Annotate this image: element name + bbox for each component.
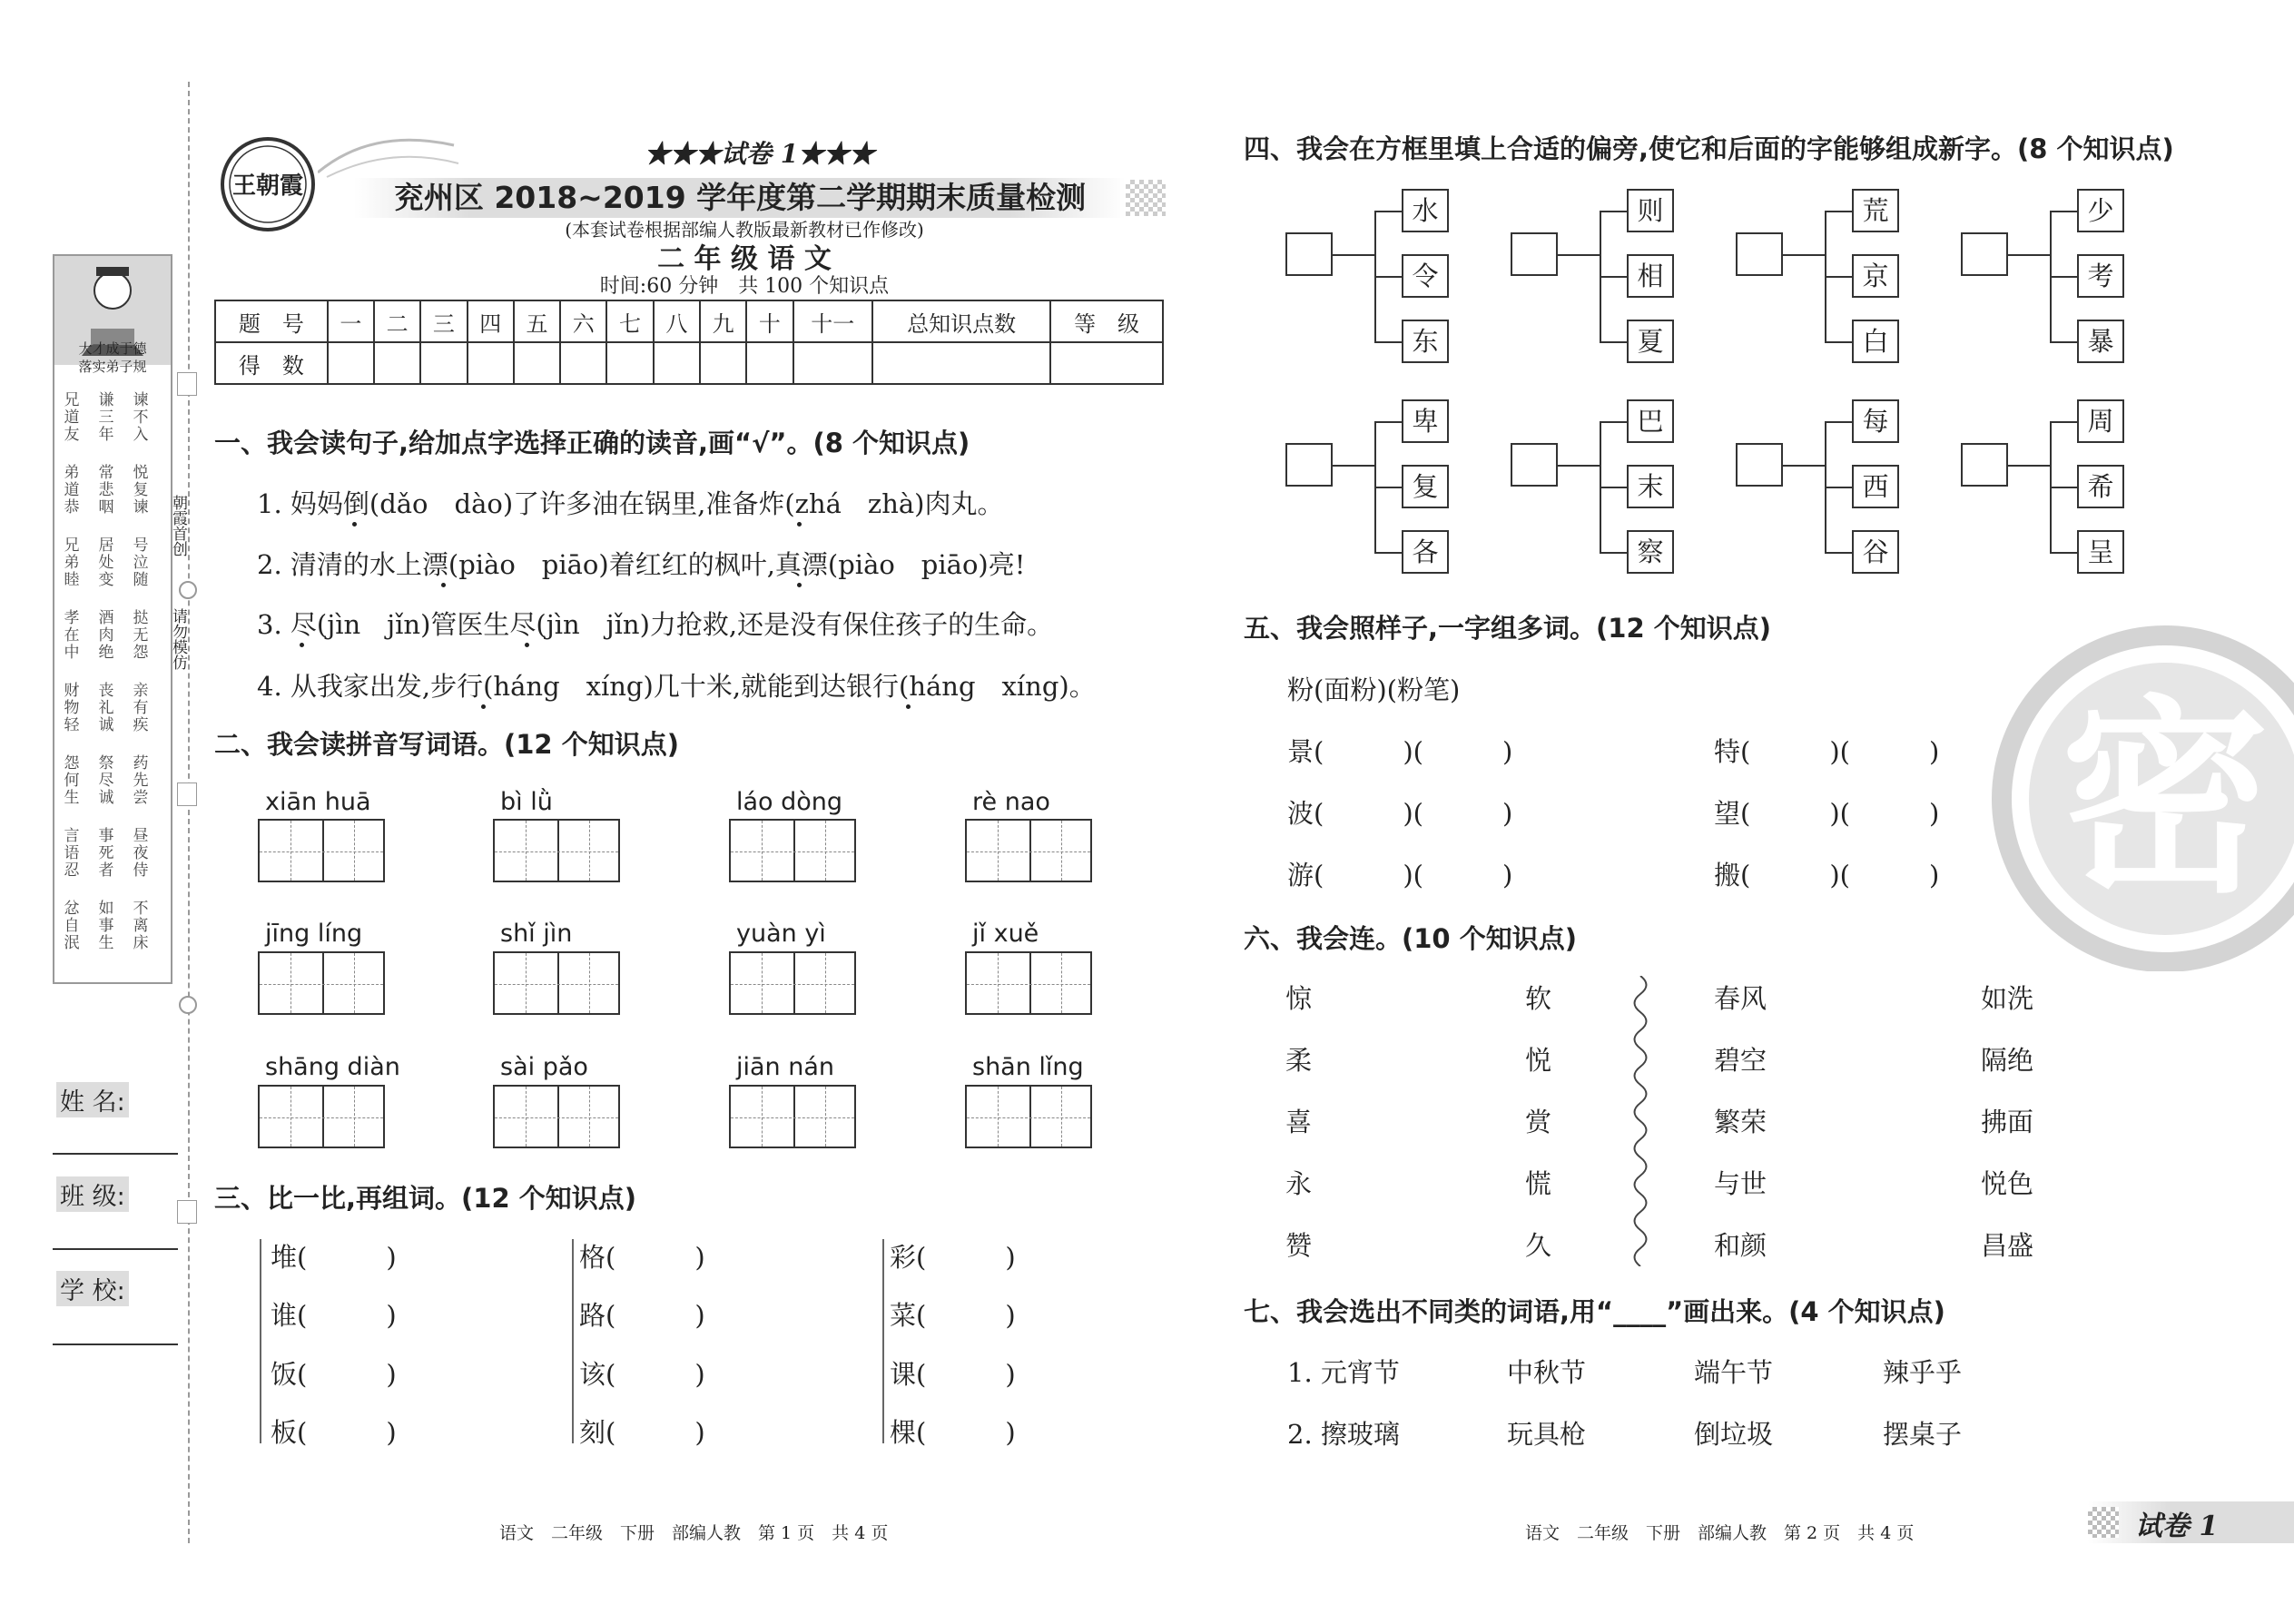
match-word[interactable]: 碧空 (1714, 1045, 1767, 1076)
rules-column: 酒肉绝 (98, 609, 114, 662)
tree-leaf-line (1825, 341, 1852, 343)
pinyin-label: shāng diàn (265, 1053, 400, 1081)
radical-input-box[interactable] (1736, 443, 1783, 487)
score-input-cell[interactable] (514, 342, 560, 384)
paper-badge: ★★★试卷 1★★★ (645, 139, 875, 169)
match-word[interactable]: 永 (1285, 1168, 1313, 1199)
wavy-divider (1627, 976, 1654, 1270)
section-2-heading: 二、我会读拼音写词语。(12 个知识点) (214, 729, 679, 760)
section-7-heading: 七、我会选出不同类的词语,用“____”画出来。(4 个知识点) (1244, 1296, 1945, 1327)
score-table-score-row (215, 342, 1163, 384)
score-table-header-row (215, 300, 1163, 342)
match-word[interactable]: 拂面 (1981, 1107, 2034, 1137)
match-word[interactable]: 赞 (1285, 1230, 1313, 1261)
binding-dashed-line (188, 82, 190, 1543)
match-word[interactable]: 慌 (1525, 1168, 1552, 1199)
character-box: 察 (1627, 530, 1674, 574)
pinyin-label: shān lǐng (972, 1053, 1084, 1081)
binding-mark (177, 372, 197, 396)
tree-leaf-line (2050, 341, 2077, 343)
subject-title: 二 年 级 语 文 (657, 243, 832, 275)
score-header-cell: 七 (606, 300, 653, 342)
tree-leaf-line (1374, 552, 1402, 554)
match-word[interactable]: 如洗 (1981, 983, 2034, 1014)
s5-example: 粉(面粉)(粉笔) (1287, 674, 1461, 705)
rules-column: 谦三年 (98, 391, 114, 444)
emphasis-dot (797, 583, 802, 587)
tree-leaf-line (2050, 487, 2077, 488)
binding-hole (179, 996, 197, 1014)
writing-box[interactable] (965, 951, 1092, 1015)
match-word[interactable]: 喜 (1285, 1107, 1313, 1137)
tree-leaf-line (1374, 341, 1402, 343)
tree-leaf-line (1600, 211, 1627, 212)
rules-column: 不离床 (133, 900, 149, 952)
match-word[interactable]: 和颜 (1714, 1230, 1767, 1261)
tree-branch-line (1333, 254, 1374, 256)
tree-leaf-line (1825, 421, 1852, 423)
footer-right: 语文 二年级 下册 部编人教 第 2 页 共 4 页 (1525, 1523, 1915, 1543)
tree-branch-line (1783, 465, 1825, 467)
school-field[interactable] (53, 1343, 178, 1345)
pinyin-label: sài pǎo (500, 1053, 588, 1081)
logo-text: 王朝霞 (231, 172, 303, 200)
tree-leaf-line (1374, 276, 1402, 278)
s1-item-2: 2. 清清的水上漂(piào piāo)着红红的枫叶,真漂(piào piāo)亮! (257, 549, 1026, 580)
pinyin-label: yuàn yì (736, 920, 826, 948)
pinyin-label: xiān huā (265, 788, 371, 816)
character-box: 暴 (2077, 320, 2124, 363)
s1-item-3: 3. 尽(jìn jǐn)管医生尽(jìn jǐn)力抢救,还是没有保住孩子的生命。 (257, 609, 1054, 640)
match-word[interactable]: 惊 (1285, 983, 1313, 1014)
tree-leaf-line (1825, 552, 1852, 554)
pinyin-label: shǐ jìn (500, 920, 573, 948)
binding-mark (177, 1200, 197, 1224)
character-box: 巴 (1627, 399, 1674, 443)
compare-word[interactable]: 该( ) (579, 1359, 705, 1390)
tree-leaf-line (1374, 487, 1402, 488)
watermark-text: 密 (2060, 676, 2269, 921)
pinyin-label: jiān nán (736, 1053, 835, 1081)
score-header-cell: 九 (700, 300, 746, 342)
writing-box[interactable] (258, 819, 385, 882)
section-3-heading: 三、比一比,再组词。(12 个知识点) (214, 1183, 636, 1214)
school-label: 学 校: (56, 1271, 129, 1306)
rules-column: 悦复谏 (133, 464, 149, 517)
radical-input-box[interactable] (1285, 443, 1333, 487)
compare-word[interactable]: 路( ) (579, 1300, 705, 1331)
score-header-cell: 总知识点数 (872, 300, 1050, 342)
tree-leaf-line (2050, 211, 2077, 212)
subtitle: (本套试卷根据部编人教版最新教材已作修改) (565, 219, 924, 241)
character-box: 白 (1852, 320, 1899, 363)
writing-box[interactable] (493, 819, 620, 882)
checker-decoration (1126, 180, 1166, 216)
compare-word[interactable]: 棵( ) (890, 1417, 1016, 1448)
column-bar (260, 1239, 261, 1443)
class-field[interactable] (53, 1248, 178, 1250)
side-text-1: 朝霞首创 (169, 495, 187, 556)
character-box: 荒 (1852, 189, 1899, 232)
character-box: 每 (1852, 399, 1899, 443)
match-word[interactable]: 久 (1525, 1230, 1552, 1261)
radical-input-box[interactable] (1961, 443, 2008, 487)
rules-column: 谏不入 (133, 391, 149, 444)
choice-word[interactable]: 中秋节 (1507, 1357, 1587, 1388)
rules-column: 忿自泯 (64, 900, 80, 952)
score-input-cell[interactable] (793, 342, 873, 384)
score-input-cell[interactable] (700, 342, 746, 384)
radical-input-box[interactable] (1285, 232, 1333, 276)
score-input-cell[interactable] (328, 342, 374, 384)
pinyin-label: jǐ xuě (972, 920, 1039, 948)
emphasis-dot (441, 583, 446, 587)
rules-column: 昼夜侍 (133, 827, 149, 880)
radical-input-box[interactable] (1511, 443, 1558, 487)
rules-column: 事死者 (98, 827, 114, 880)
rules-column: 号泣随 (133, 536, 149, 589)
choice-word[interactable]: 玩具枪 (1507, 1419, 1587, 1450)
rules-column: 如事生 (98, 900, 114, 952)
side-text-2: 请勿模仿 (169, 608, 187, 670)
time-info: 时间:60 分钟 共 100 个知识点 (599, 275, 890, 298)
binding-hole (179, 581, 197, 599)
character-box: 西 (1852, 465, 1899, 508)
section-4-heading: 四、我会在方框里填上合适的偏旁,使它和后面的字能够组成新字。(8 个知识点) (1244, 133, 2174, 164)
column-bar (572, 1239, 574, 1443)
character-box: 末 (1627, 465, 1674, 508)
rules-column: 言语忍 (64, 827, 80, 880)
writing-box[interactable] (729, 951, 856, 1015)
score-header-cell: 十一 (793, 300, 873, 342)
tree-leaf-line (1374, 421, 1402, 423)
score-header-cell: 五 (514, 300, 560, 342)
tree-branch-line (1558, 254, 1600, 256)
score-input-cell[interactable] (606, 342, 653, 384)
character-box: 谷 (1852, 530, 1899, 574)
choice-word[interactable]: 辣乎乎 (1883, 1357, 1963, 1388)
match-word[interactable]: 与世 (1714, 1168, 1767, 1199)
rules-column: 药先尝 (133, 754, 149, 807)
ribbon-decoration (318, 127, 463, 185)
footer-badge-checker (2088, 1507, 2119, 1538)
character-box: 令 (1402, 254, 1449, 298)
tree-leaf-line (2050, 421, 2077, 423)
rules-column: 亲有疾 (133, 682, 149, 734)
s1-item-1: 1. 妈妈倒(dǎo dào)了许多油在锅里,准备炸(zhá zhà)肉丸。 (257, 488, 1004, 519)
watermark-seal (1984, 617, 2294, 971)
rules-column: 兄道友 (64, 391, 80, 444)
tree-leaf-line (1600, 421, 1627, 423)
character-box: 呈 (2077, 530, 2124, 574)
writing-box[interactable] (258, 951, 385, 1015)
tree-branch-line (2008, 254, 2050, 256)
radical-input-box[interactable] (1511, 232, 1558, 276)
emphasis-dot (906, 704, 911, 709)
s5-item-4[interactable]: 望( )( ) (1714, 798, 1940, 829)
rules-column: 怨何生 (64, 754, 80, 807)
emphasis-dot (352, 522, 357, 527)
section-1-heading: 一、我会读句子,给加点字选择正确的读音,画“√”。(8 个知识点) (214, 428, 970, 458)
character-box: 卑 (1402, 399, 1449, 443)
character-box: 则 (1627, 189, 1674, 232)
score-header-cell: 等 级 (1050, 300, 1163, 342)
motto-line-1: 大才成于德 (78, 340, 147, 357)
writing-box[interactable] (258, 1085, 385, 1148)
compare-word[interactable]: 菜( ) (890, 1300, 1016, 1331)
match-word[interactable]: 昌盛 (1981, 1230, 2034, 1261)
writing-box[interactable] (493, 1085, 620, 1148)
character-box: 希 (2077, 465, 2124, 508)
tree-leaf-line (1600, 552, 1627, 554)
footer-left: 语文 二年级 下册 部编人教 第 1 页 共 4 页 (499, 1523, 889, 1543)
tree-leaf-line (1374, 211, 1402, 212)
compare-word[interactable]: 课( ) (890, 1359, 1016, 1390)
character-box: 京 (1852, 254, 1899, 298)
tree-leaf-line (1600, 487, 1627, 488)
tree-leaf-line (1825, 487, 1852, 488)
match-word[interactable]: 隔绝 (1981, 1045, 2034, 1076)
emphasis-dot (797, 522, 802, 527)
rules-column: 财物轻 (64, 682, 80, 734)
tree-leaf-line (1825, 211, 1852, 212)
tree-leaf-line (1825, 276, 1852, 278)
s5-item-2[interactable]: 特( )( ) (1714, 736, 1940, 767)
column-bar (882, 1239, 884, 1443)
s5-item-3[interactable]: 波( )( ) (1287, 798, 1513, 829)
match-word[interactable]: 春风 (1714, 983, 1767, 1014)
score-input-cell[interactable] (374, 342, 420, 384)
page-title: 兖州区 2018~2019 学年度第二学期期末质量检测 (393, 180, 1087, 215)
emphasis-dot (525, 643, 529, 647)
score-input-cell[interactable] (1050, 342, 1163, 384)
section-5-heading: 五、我会照样子,一字组多词。(12 个知识点) (1244, 613, 1771, 644)
s5-item-6[interactable]: 搬( )( ) (1714, 860, 1940, 891)
compare-word[interactable]: 谁( ) (271, 1300, 397, 1331)
score-input-cell[interactable] (746, 342, 793, 384)
choice-word[interactable]: 1. 元宵节 (1287, 1357, 1400, 1388)
radical-input-box[interactable] (1736, 232, 1783, 276)
tree-leaf-line (1600, 341, 1627, 343)
score-input-cell[interactable] (420, 342, 467, 384)
character-box: 东 (1402, 320, 1449, 363)
pinyin-label: láo dòng (736, 788, 843, 816)
emphasis-dot (300, 643, 304, 647)
compare-word[interactable]: 彩( ) (890, 1242, 1016, 1273)
pinyin-label: rè nao (972, 788, 1050, 816)
rules-column: 挞无怨 (133, 609, 149, 662)
tree-leaf-line (1600, 276, 1627, 278)
choice-word[interactable]: 倒垃圾 (1694, 1419, 1774, 1450)
match-word[interactable]: 柔 (1285, 1045, 1313, 1076)
motto-line-2: 落实弟子规 (78, 359, 147, 375)
score-header-cell: 四 (468, 300, 514, 342)
score-row-label: 得 数 (215, 342, 328, 384)
rules-column: 丧礼诚 (98, 682, 114, 734)
character-box: 周 (2077, 399, 2124, 443)
character-box: 各 (1402, 530, 1449, 574)
score-input-cell[interactable] (560, 342, 606, 384)
match-word[interactable]: 繁荣 (1714, 1107, 1767, 1137)
tree-branch-line (1333, 465, 1374, 467)
score-header-cell: 一 (328, 300, 374, 342)
tree-branch-line (1783, 254, 1825, 256)
tree-leaf-line (2050, 276, 2077, 278)
choice-word[interactable]: 端午节 (1694, 1357, 1774, 1388)
character-box: 水 (1402, 189, 1449, 232)
s5-item-5[interactable]: 游( )( ) (1287, 860, 1513, 891)
s5-item-1[interactable]: 景( )( ) (1287, 736, 1513, 767)
choice-word[interactable]: 摆桌子 (1883, 1419, 1963, 1450)
character-box: 夏 (1627, 320, 1674, 363)
rules-column: 弟道恭 (64, 464, 80, 517)
score-header-cell: 二 (374, 300, 420, 342)
score-input-cell[interactable] (872, 342, 1050, 384)
compare-word[interactable]: 刻( ) (579, 1417, 705, 1448)
compare-word[interactable]: 饭( ) (271, 1359, 397, 1390)
score-header-cell: 三 (420, 300, 467, 342)
name-field[interactable] (53, 1153, 178, 1155)
rules-column: 兄弟睦 (64, 536, 80, 589)
score-input-cell[interactable] (468, 342, 514, 384)
match-word[interactable]: 软 (1525, 983, 1552, 1014)
score-header-cell: 十 (746, 300, 793, 342)
compare-word[interactable]: 堆( ) (271, 1242, 397, 1273)
compare-word[interactable]: 格( ) (579, 1242, 705, 1273)
class-label: 班 级: (56, 1176, 129, 1212)
rules-column: 常悲咽 (98, 464, 114, 517)
section-6-heading: 六、我会连。(10 个知识点) (1244, 923, 1577, 954)
character-box: 相 (1627, 254, 1674, 298)
character-box: 少 (2077, 189, 2124, 232)
score-header-cell: 题 号 (215, 300, 328, 342)
match-word[interactable]: 赏 (1525, 1107, 1552, 1137)
character-box: 复 (1402, 465, 1449, 508)
score-input-cell[interactable] (654, 342, 700, 384)
name-label: 姓 名: (56, 1082, 129, 1117)
logo (218, 134, 318, 234)
rules-column: 居处变 (98, 536, 114, 589)
writing-box[interactable] (493, 951, 620, 1015)
writing-box[interactable] (965, 1085, 1092, 1148)
rules-column: 祭尽诚 (98, 754, 114, 807)
pinyin-label: jīng líng (265, 920, 363, 948)
character-box: 考 (2077, 254, 2124, 298)
score-header-cell: 六 (560, 300, 606, 342)
binding-mark (177, 782, 197, 806)
tree-leaf-line (2050, 552, 2077, 554)
compare-word[interactable]: 板( ) (271, 1417, 397, 1448)
match-word[interactable]: 悦色 (1981, 1168, 2034, 1199)
s1-item-4: 4. 从我家出发,步行(háng xíng)几十米,就能到达银行(háng xíng)。 (257, 671, 1096, 702)
tree-branch-line (1558, 465, 1600, 467)
radical-input-box[interactable] (1961, 232, 2008, 276)
tree-branch-line (2008, 465, 2050, 467)
pinyin-label: bì lǜ (500, 788, 553, 816)
sidebar-panel (53, 254, 172, 984)
footer-badge: 试卷 1 (2135, 1511, 2219, 1542)
writing-box[interactable] (729, 819, 856, 882)
choice-word[interactable]: 2. 擦玻璃 (1287, 1419, 1400, 1450)
emphasis-dot (481, 704, 486, 709)
match-word[interactable]: 悦 (1525, 1045, 1552, 1076)
writing-box[interactable] (729, 1085, 856, 1148)
score-table (214, 300, 1164, 385)
rules-column: 孝在中 (64, 609, 80, 662)
writing-box[interactable] (965, 819, 1092, 882)
score-header-cell: 八 (654, 300, 700, 342)
